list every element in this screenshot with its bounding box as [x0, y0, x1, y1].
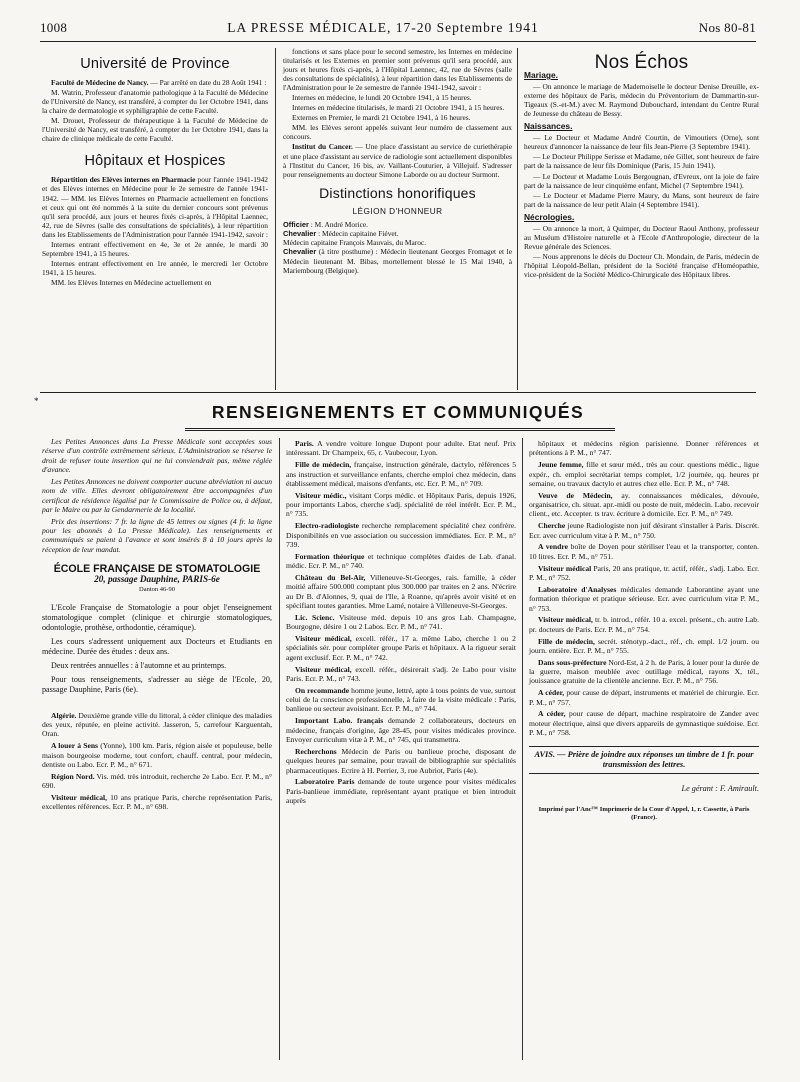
classified-ad [529, 658, 759, 686]
title-underline [185, 430, 615, 431]
title-underline [185, 428, 615, 429]
necrologies-heading: Nécrologies. [524, 211, 575, 222]
naissances-list [524, 133, 759, 208]
classified-ad-text: pour cause de départ, instruments et matériel de chirurgie. Ecr. P. M., n° 757. [529, 688, 760, 707]
classified-ad-lead: Electro-radiologiste [295, 521, 359, 531]
school-paragraph: Deux rentrées annuelles : à l'automne et au printemps. [51, 660, 227, 670]
classified-ad [286, 573, 516, 610]
article-paragraph [283, 142, 512, 178]
classified-ad [529, 637, 759, 656]
classified-ad [42, 711, 272, 739]
universite-paragraph-lead: Faculté de Médecine de Nancy. [51, 78, 149, 88]
mariage-list [524, 82, 759, 118]
classified-ad-text: recherche remplacement spécialité chez confrère. Disponibilités en vue association ou succession immédiates. Ecr. P. M., n° 739. [286, 521, 516, 549]
hopitaux-continued [283, 47, 512, 179]
classified-ad-lead: Cherche [538, 521, 566, 531]
classified-ad [529, 460, 759, 488]
classified-ad-lead: Laboratoire Paris [295, 777, 355, 787]
distinction-grade: Chevalier [283, 228, 317, 238]
classified-ad-lead: Lic. Scienc. [295, 612, 335, 622]
classified-ad [286, 665, 516, 684]
school-paragraph: L'Ecole Française de Stomatologie a pour objet l'enseignement stomatologique complet (clinique et chirurgie stomatologiques, odontologie, prothèse, orthodontie, céramique). [42, 602, 272, 632]
distinction-text: : Médecin capitaine Fiévet. [316, 228, 399, 238]
section-title-hopitaux: Hôpitaux et Hospices [84, 153, 226, 170]
article-paragraph [283, 113, 512, 122]
classified-ad-text: hôpitaux et médecins région parisienne. Donner références et prétentions à P. M., n° 747. [529, 439, 759, 458]
classified-ad-text: 10 ans pratique Paris, cherche représentation Paris, excellentes références. Ecr. P. M., n° 698. [42, 792, 272, 812]
classified-ad [529, 564, 759, 583]
article-paragraph [283, 93, 512, 102]
article-paragraph [283, 123, 512, 141]
legion-honneur-heading: LÉGION D'HONNEUR [352, 206, 443, 216]
classified-ad [286, 747, 516, 775]
distinction-text: : M. André Morice. [308, 219, 368, 229]
classified-ad [286, 613, 516, 632]
classified-ad-lead: Laboratoire d'Analyses [538, 584, 617, 594]
classified-ad-lead: On recommande [295, 685, 350, 695]
classified-ad-text: tr. b. introd., référ. 10 a. excel. présent., ch. autre Lab. pr. docteurs de Paris. Ecr. P. M., n° 754. [529, 615, 760, 634]
classified-ad-text: Villeneuve-St-Georges, rais. famille, à céder moitié affaire 500.000 comptant plus 300.000 par traites en 2 ans. N'écrire au Dr B. d'Alonnes, 9, quai de l'Ile, à Roanne, qu'après avoir visité et en spécifiant toutes garanties. Mme Lamé, notaire à Villeneuve-St-Georges. [286, 572, 516, 610]
classified-ad-lead: Visiteur médical, [295, 664, 352, 674]
classified-ad-text: Vis. méd. très introduit, recherche 2e Labo. Ecr. P. M., n° 690. [42, 771, 273, 791]
article-paragraph-text: Internes en médecine, le lundi 20 Octobre 1941, à 15 heures. [292, 93, 472, 103]
ads-list-3 [529, 439, 759, 737]
classified-ad-lead: Visiteur médical [538, 563, 592, 573]
necrologie-item: — On annonce la mort, à Quimper, du Docteur Raoul Anthony, professeur au Muséum d'Histoire naturelle et à l'Ecole d'Anthropologie, directeur de la Revue générale des Sciences. [524, 223, 759, 251]
classified-ad [529, 439, 759, 458]
mariage-item: — On annonce le mariage de Mademoiselle le docteur Denise Dreuille, ex-externe des hôpitaux de Paris, médecin du Préventorium de Dammartin-sur-Tigeaux (S.-et-M.) avec M. Raymond Dubouchard, intendant du Centre Rural de Jeunesse du château de Bessy. [524, 82, 759, 119]
column-2 [283, 47, 512, 275]
star-mark: * [34, 396, 39, 406]
school-description [42, 603, 272, 695]
classified-ad-lead: Formation théorique [295, 551, 365, 561]
classified-ad [529, 688, 759, 707]
classified-ad-lead: Visiteur médical, [538, 615, 593, 625]
classified-ad [286, 491, 516, 519]
school-title: ÉCOLE FRANÇAISE DE STOMATOLOGIE [53, 562, 261, 575]
intro-paragraph: Les Petites Annonces dans La Presse Médicale sont acceptées sous réserve d'un contrôle extrêmement sérieux. L'Administration se réserve le droit de refuser toute insertion qui ne lui conviendrait pas, même réglée d'avance. [42, 437, 272, 475]
classified-ad-text: (Yonne), 100 km. Paris, région aisée et populeuse, belle maison bourgeoise moderne, tout confort, chauff. central, pour médecin, dentiste ou Labo. Ecr. P. M., n° 671. [42, 741, 272, 769]
classified-ad [286, 686, 516, 714]
necrologie-item: — Nous apprenons le décès du Docteur Ch. Mondain, de Paris, médecin de l'hôpital Léopold-Bellan, président de la Société française d'Homéopathie, vice-président de la Société Médico-Chirurgicale des Hôpitaux libres. [524, 251, 759, 279]
universite-paragraph-text: M. Drouet, Professeur de thérapeutique à la Faculté de Médecine de l'Université de Nancy, est transféré, à compter du 1er Octobre 1941, dans la chaire de clinique médicale de cette Faculté. [42, 116, 268, 144]
hopitaux-paragraph-text: Internes entrant effectivement en 4e, 3e et 2e année, le mardi 30 Septembre 1941, à 15 heures. [42, 239, 268, 258]
avis-notice: AVIS. — Prière de joindre aux réponses un timbre de 1 fr. pour transmission des lettres. [529, 746, 759, 774]
mariage-heading: Mariage. [524, 70, 558, 81]
annonces-column-3 [529, 439, 759, 822]
universite-paragraph [42, 116, 268, 143]
naissances-heading: Naissances. [524, 121, 573, 132]
classified-ad-text: Visiteuse méd. depuis 10 ans gros Lab. Champagne, Bourgogne, désire 1 ou 2 Labos. Ecr. P. M., n° 741. [286, 612, 516, 632]
distinction-text: Médecin capitaine François Mauvais, du Maroc. [283, 238, 427, 248]
printer-line: Imprimé par l'Anc™ Imprimerie de la Cour d'Appel, 1, r. Cassette, à Paris (France). [538, 805, 750, 821]
article-paragraph-text: fonctions et sans place pour le second semestre, les Internes en médecine titularisés et les Externes en premier sont prévenus qu'il sera procédé, aux jours et heures fixés ci-après, à l'Hôpital Laennec, 42, rue de Sèvres (salle des consultations de spécialités), à leur répartition dans les Etablissements de l'Administration pour le 2e semestre de l'année 1941-1942, savoir : [283, 47, 512, 93]
article-paragraph-lead: Institut du Cancer. [292, 142, 353, 152]
distinction-entry [283, 238, 512, 247]
universite-paragraph-text: — Par arrêté en date du 28 Août 1941 : [148, 78, 267, 88]
classified-ad-lead: A céder, [538, 709, 566, 719]
journal-title: LA PRESSE MÉDICALE, 17-20 Septembre 1941 [227, 20, 539, 35]
classified-ad-text: et technique complètes d'aides de Lab. d'anal. médic. Ecr. P. M., n° 740. [286, 551, 516, 571]
classified-ad [529, 521, 759, 540]
article-paragraph-text: Externes en Premier, le mardi 21 Octobre 1941, à 16 heures. [292, 113, 471, 123]
ads-list-2 [286, 439, 516, 805]
classified-ad-lead: Important Labo. français [295, 716, 384, 726]
article-paragraph-text: MM. les Elèves seront appelés suivant leur numéro de classement aux concours. [283, 123, 512, 142]
classified-ad [286, 439, 516, 458]
classified-ad [286, 552, 516, 571]
distinction-text: (à titre posthume) : Médecin lieutenant Georges Fromaget et le Médecin lieutenant M. Bibas, mortellement blessé le 15 Mai 1940, à Mariembourg (Belgique). [283, 247, 512, 275]
hopitaux-paragraph [42, 175, 268, 238]
school-paragraph: Pour tous renseignements, s'adresser au siège de l'Ecole, 20, passage Dauphine, Paris (6e). [42, 674, 272, 694]
classified-ad [286, 634, 516, 662]
universite-articles [42, 78, 268, 143]
naissance-item: — Le Docteur Philippe Serisse et Madame, née Gillet, sont heureux de faire part de la naissance de leur fils Dominique (Paris, 15 Juin 1941). [524, 152, 759, 171]
prix-insertions: Prix des insertions: 7 fr. la ligne de 45 lettres ou signes (4 fr. la ligne pour les abonnés à La Presse Médicale). Les renseignements et communiqués se paient à l'avance et sont insérés 8 à 10 jours après la réception de leur mandat. [42, 516, 272, 554]
naissance-item: — Le Docteur et Madame André Courtin, de Vimoutiers (Orne), sont heureux d'annoncer la naissance de leur fils Jean-Pierre (3 Septembre 1941). [524, 133, 759, 152]
classified-ad-text: ay. connaissances médicales, dévouée, organisatrice, ch. situat. apr.-midi ou poste de nuit, médecin. Labo. recevoir client., etc. Accepter. ts trav. écriture à domicile. Ecr. P. M., n° 749. [529, 490, 760, 519]
classified-ad-text: Nord-Est, à 2 h. de Paris, à louer pour la durée de la guerre, maison meublée avec outillage médical, rayons X, tél., jouissance gratuite de la clientèle ancienne. Ecr. P. M., n° 756. [529, 657, 759, 686]
section-title-echos: Nos Échos [594, 52, 689, 73]
classified-ad-lead: Recherchons [295, 746, 337, 756]
classified-ad [286, 716, 516, 744]
classified-ad [42, 793, 272, 812]
classified-ad-lead: A vendre [538, 542, 568, 552]
article-paragraph-text: — Une place d'assistant au service de curiethérapie et une place d'assistant au service de radiologie sont actuellement disponibles à l'Institut du Cancer, 16 bis, av. Vaillant-Couturier, à Villejuif. S'adresser pour renseignements au docteur Simone Laborde ou au docteur Surmont. [283, 142, 512, 179]
distinction-entry [283, 220, 512, 229]
distinctions-list [283, 220, 512, 275]
classified-ad-lead: A louer à Sens [51, 741, 99, 751]
classified-ad-text: Paris, 20 ans pratique, tr. actif, référ., s'adj. Labo. Ecr. P. M., n° 752. [529, 563, 759, 582]
distinction-entry [283, 247, 512, 275]
classified-ad [286, 777, 516, 805]
annonces-column-1 [42, 437, 272, 814]
universite-paragraph [42, 78, 268, 87]
column-divider [522, 438, 523, 1060]
classified-ad-lead: Jeune femme, [538, 460, 584, 470]
classified-ad-text: jeune Radiologiste non juif désirant s'installer à Paris. Discrét. Ecr. avec curriculum vitæ à P. M., n° 750. [529, 521, 759, 540]
classified-ad-text: excell. référ., 17 a. même Labo, cherche 1 ou 2 spécialités sér. pour compléter groupe Paris et hôpitaux. A la rigueur serait agent exclusif. Ecr. P. M., n° 742. [286, 634, 516, 662]
section-rule [40, 392, 756, 393]
school-paragraph: Les cours s'adressent uniquement aux Docteurs et Etudiants en médecine. Durée des études : deux ans. [42, 636, 272, 656]
naissance-item: — Le Docteur et Madame Louis Bergougnan, d'Evreux, ont la joie de faire part de la naissance de leur cinquième enfant, Michel (7 Septembre 1941). [524, 171, 759, 190]
distinction-grade: Officier [283, 219, 309, 229]
classified-ad-text: visitant Corps médic. et Hôpitaux Paris, depuis 1926, pour importants Labos, cherche s'adj. spécialité de réel intérêt. Ecr. P. M., n° 735. [286, 490, 516, 519]
naissance-item: — Le Docteur et Madame Pierre Maury, du Mans, sont heureux de faire part de la naissance de leur petit Alain (4 Septembre 1941). [524, 190, 759, 209]
article-paragraph-text: Internes en médecine titularisés, le mardi 21 Octobre 1941, à 15 heures. [292, 103, 505, 113]
annonces-column-2 [286, 439, 516, 808]
column-1 [42, 55, 268, 288]
classified-ad-lead: Paris. [295, 439, 314, 448]
article-paragraph [283, 47, 512, 92]
header-rule [40, 41, 756, 42]
issue-number: Nos 80-81 [698, 20, 756, 35]
classified-ad-lead: Algérie. [51, 710, 77, 720]
article-paragraph [283, 103, 512, 112]
classified-ad-lead: Visiteur médical, [51, 792, 108, 802]
classified-ad-text: médicales demande Laborantine ayant une formation théorique et pratique sérieuse. Ecr. avec curriculum vitæ P. M., n° 753. [529, 584, 760, 613]
classified-ad-lead: Château du Bel-Air, [295, 572, 366, 582]
hopitaux-articles [42, 175, 268, 287]
ads-list-1 [42, 711, 272, 812]
school-phone: Danton 46-90 [139, 586, 175, 594]
distinction-entry [283, 229, 512, 238]
column-3 [524, 52, 759, 280]
column-divider [517, 48, 518, 390]
universite-paragraph-text: M. Watrin, Professeur d'anatomie pathologique à la Faculté de Médecine de l'Université de Nancy, est transféré, à compter du 1er Octobre 1941, dans la chaire de dermatologie et syphiligraphie de cette Faculté. [42, 88, 268, 116]
classified-ad-text: française, instruction générale, dactylo, références 5 ans instruction et surveillance enfants, cherche emploi chez médecin, dans établissement médical, maisons d'enfants, etc. Ecr. P. M., n° 709. [286, 460, 516, 488]
classified-ad [529, 491, 759, 519]
classified-ad-text: excell. référ., désirerait s'adj. 2e Labo pour visite Paris. Ecr. P. M., n° 743. [286, 664, 516, 683]
classified-ad-text: pour cause de départ, machine respiratoire de Zander avec moteur électrique, ainsi que divers appareils de gymnastique suédoise. Ecr. P. M., n° 758. [529, 709, 759, 738]
classified-ad-text: Deuxième grande ville du littoral, à céder clinique des maladies des yeux, réputée, en pleine activité. Jasseron, 5, carrefour Karguentah, Oran. [42, 710, 272, 739]
classified-ad [42, 772, 272, 791]
classified-ad [529, 542, 759, 561]
classified-ad-lead: Visiteur médical, [295, 634, 352, 644]
classified-ad-text: Médecin de Paris ou banlieue proche, disposant de quelques heures par semaine, pour travail de bibliographie sur spécialités pharmaceutiques. Ecrire à H. Perrier, 3, rue Aubriot, Paris (4e). [286, 746, 516, 775]
section-title-universite: Université de Province [80, 56, 230, 72]
classified-ad-text: demande 2 collaborateurs, docteurs en médecine, français d'origine, âge 28-45, pour visites médicales province. Envoyer curriculum vitæ à P. M., n° 745, qui transmettra. [286, 716, 516, 744]
hopitaux-paragraph [42, 240, 268, 258]
classified-ad-text: A vendre voiture longue Dupont pour adulte. Etat neuf. Prix intéressant. Dr Champeix, 65, r. Vaubecour, Lyon. [286, 439, 516, 458]
classified-ad [529, 709, 759, 737]
classified-ad-text: homme jeune, lettré, apte à tous points de vue, surtout celui de la conscience professionnelle, à faire de la visite médicale : Paris, banlieue ou secteur avoisinant. Ecr. P. M., n° 744. [286, 685, 516, 714]
column-divider [279, 438, 280, 1060]
classified-ad [286, 460, 516, 488]
distinction-grade: Chevalier [283, 247, 317, 257]
hopitaux-paragraph-lead: Répartition des Elèves internes en Pharmacie [51, 175, 196, 185]
intro-paragraph: Les Petites Annonces ne doivent comporter aucune abréviation ni aucun nom de ville. Elles devront obligatoirement être accompagnées d'un certificat de résidence légalisé par le Commissaire de Police ou, à défaut, par le Maire ou par la Gendarmerie de la localité. [42, 476, 272, 514]
hopitaux-paragraph [42, 278, 268, 287]
gerant-line: Le gérant : F. Amirault. [681, 784, 759, 794]
classified-ad [529, 585, 759, 613]
necrologies-list [524, 224, 759, 279]
page-number: 1008 [40, 20, 68, 35]
hopitaux-paragraph-text: pour l'année 1941-1942 et des Elèves internes en Médecine pour le 2e semestre de l'année 1941-1942. — MM. les Elèves Internes en Pharmacie actuellement en fonctions et ceux qui ont été nommés à la suite du dernier concours sont prévenus qu'il sera procédé, aux jours et heures fixés ci-après, à l'Hôpital Laennec, 42, rue de Sèvres (salle des consultations de spécialités), à leur répartition dans les Etablissements de l'Administration pour l'année 1941-1942, savoir : [42, 175, 268, 239]
classified-ad-lead: Fille de médecin, [538, 636, 595, 646]
hopitaux-paragraph-text: Internes entrant effectivement en 1re année, le mercredi 1er Octobre 1941, à 15 heures. [42, 258, 268, 277]
classified-ad-lead: Visiteur médic., [295, 490, 347, 500]
section-title-distinctions: Distinctions honorifiques [319, 184, 476, 201]
classified-ad-lead: Région Nord. [51, 771, 95, 781]
classified-ad-text: secrét. sténotyp.-dact., réf., ch. empl. 1/2 journ. ou journ. entière. Ecr. P. M., n° 755. [529, 636, 759, 655]
school-address: 20, passage Dauphine, PARIS-6e [94, 573, 220, 584]
page-header [40, 20, 756, 38]
annonces-intro [42, 437, 272, 514]
universite-paragraph [42, 88, 268, 115]
classified-ad-lead: A céder, [538, 688, 565, 698]
classified-ad-lead: Veuve de Médecin, [538, 490, 613, 500]
renseignements-title: RENSEIGNEMENTS ET COMMUNIQUÉS [211, 402, 585, 422]
classified-ad-text: fille et sœur méd., très au cour. questions médic., ligue expér., ch. emploi secrétariat temps complet, 1/2 journée, qq. heures pr semaine, ou travaux dactylo et autres chez elle. Ecr. P. M., n° 748. [529, 460, 760, 488]
classified-ad-lead: Dans sous-préfecture [538, 657, 607, 667]
classified-ad-text: boîte de Doyen pour stériliser l'eau et la transporter, conten. 10 litres. Ecr. P. M., n° 751. [529, 542, 759, 561]
classified-ad [42, 741, 272, 769]
classified-ad [286, 521, 516, 549]
classified-ad [529, 615, 759, 634]
classified-ad-lead: Fille de médecin, [295, 460, 352, 470]
hopitaux-paragraph [42, 259, 268, 277]
column-divider [275, 48, 276, 390]
classified-ad-text: demande de toute urgence pour visites médicales Paris-banlieue immédiate, représentant ayant pratique et bien introduit auprès [286, 777, 516, 806]
hopitaux-paragraph-text: MM. les Elèves Internes en Médecine actuellement en [51, 277, 212, 287]
